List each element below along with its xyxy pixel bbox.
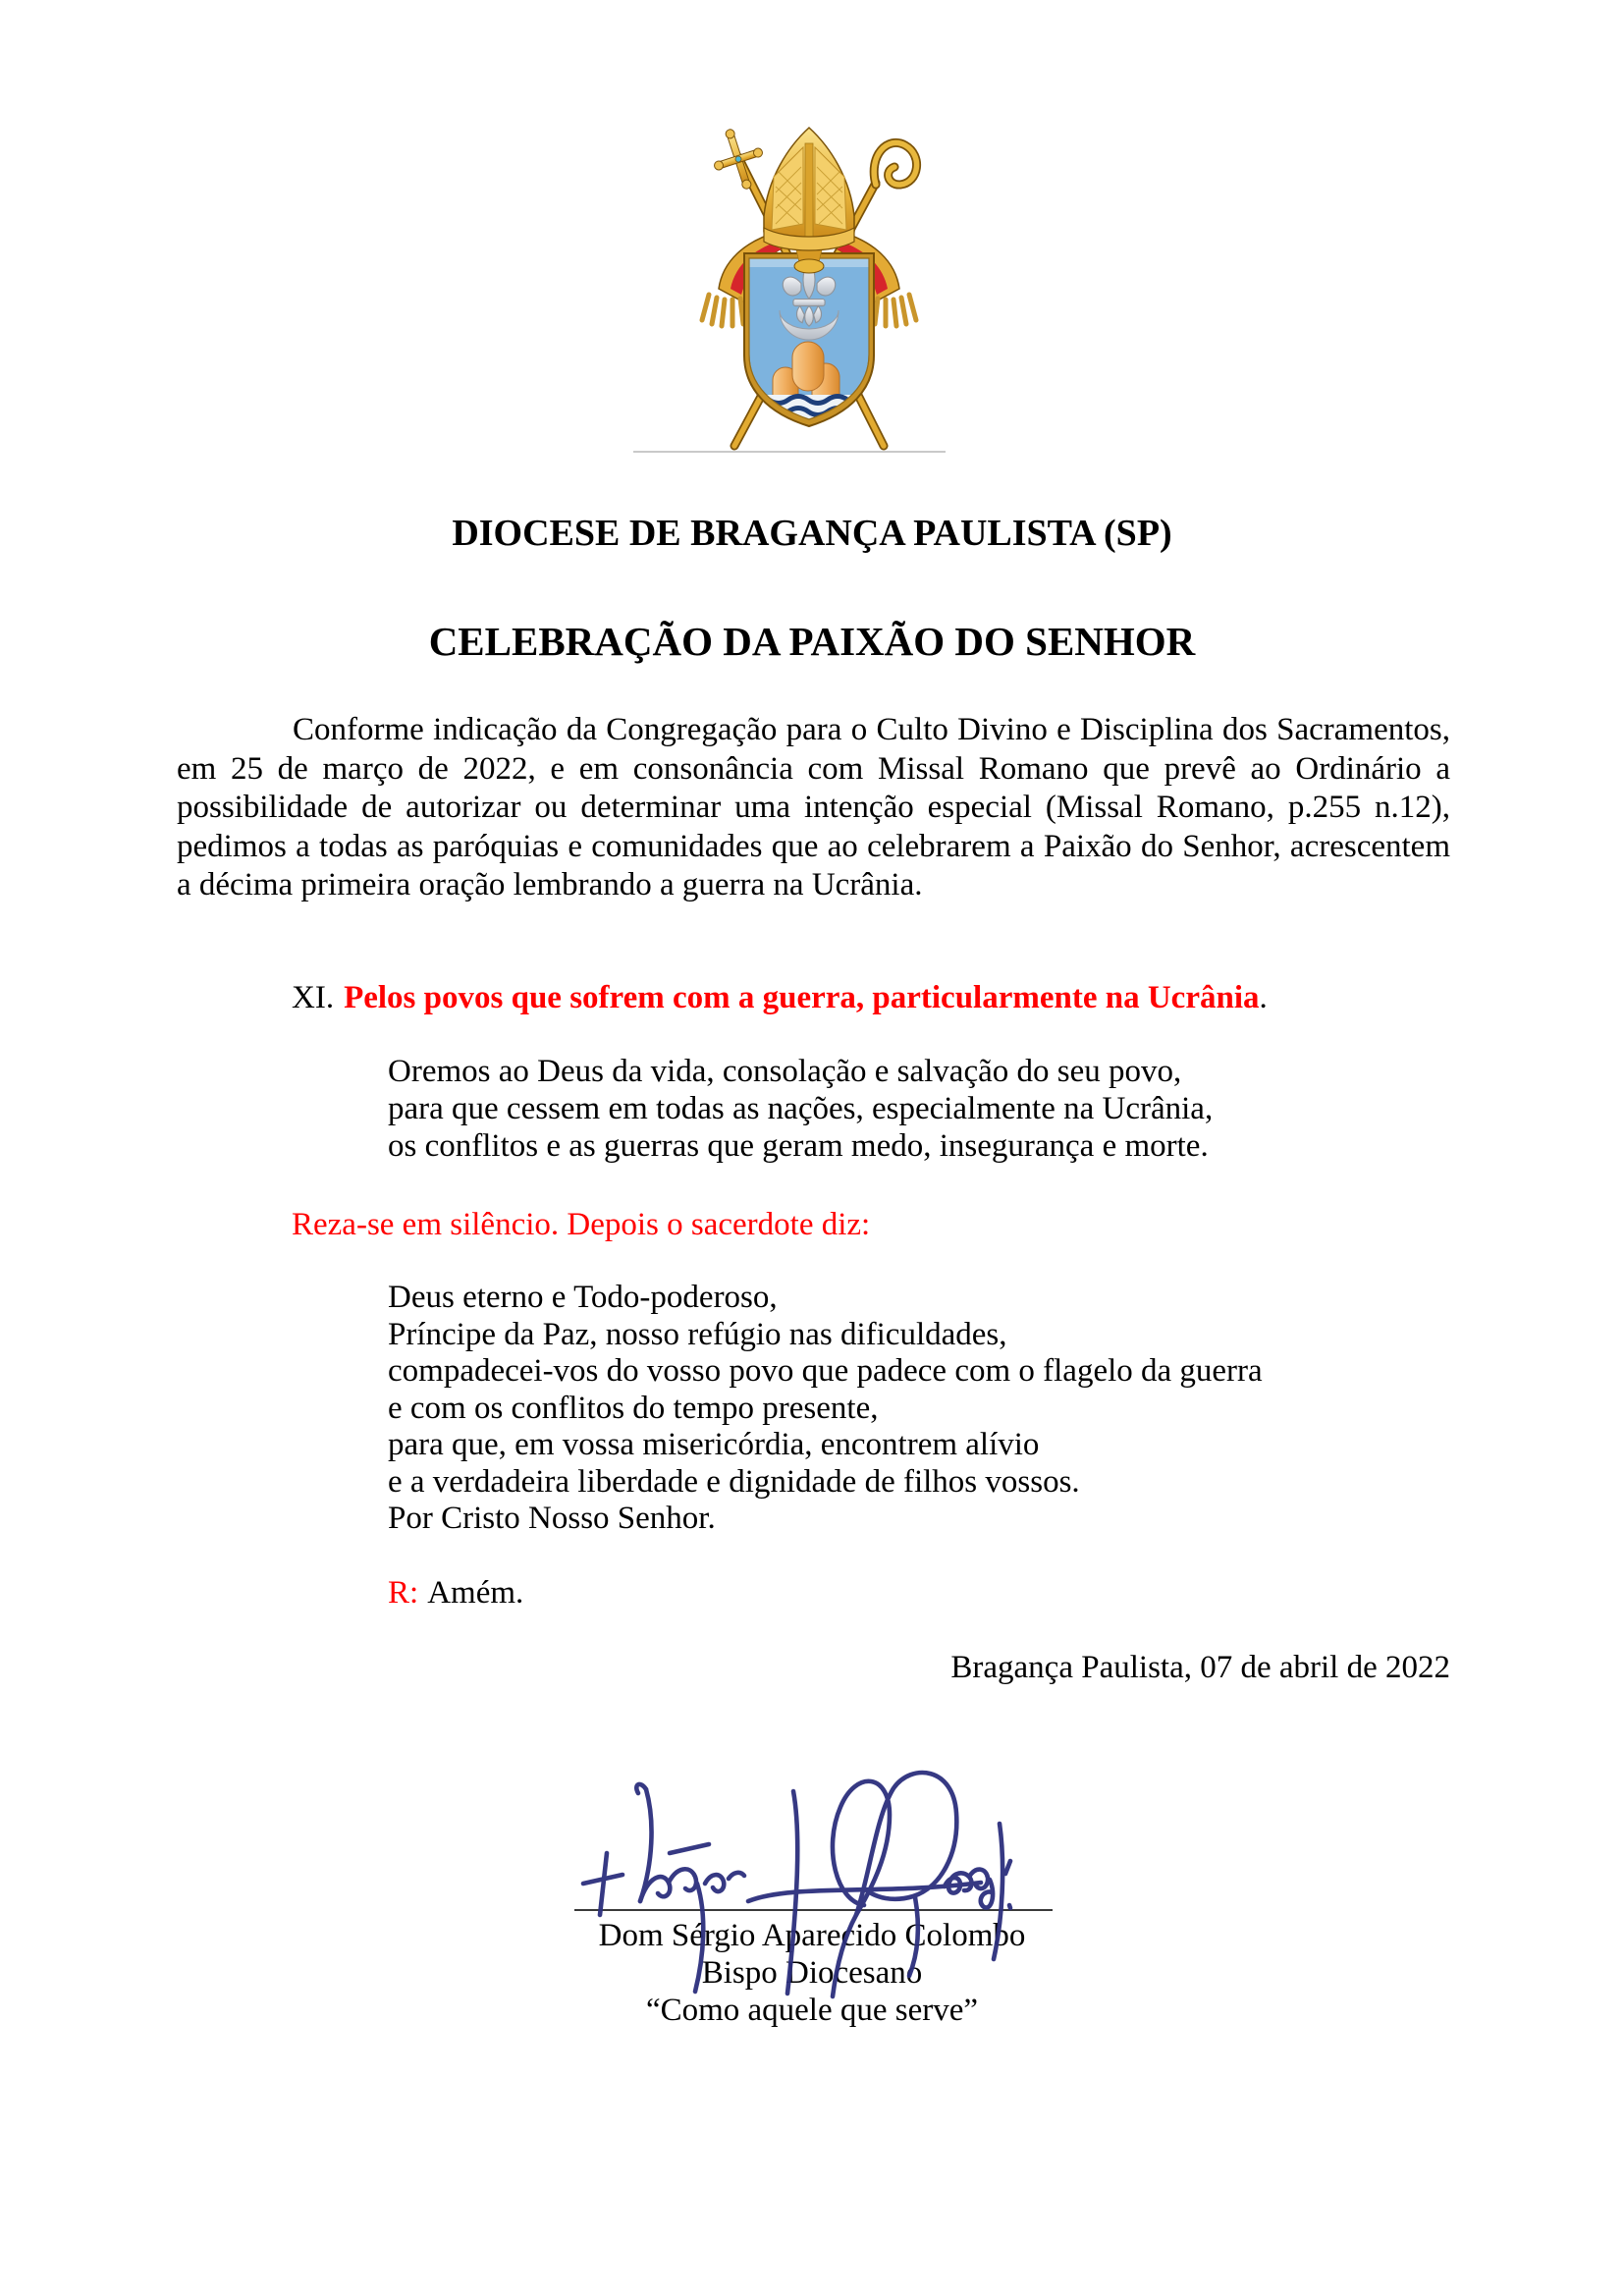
coat-of-arms bbox=[687, 122, 931, 452]
signer-motto: “Como aquele que serve” bbox=[645, 1993, 979, 2028]
crest-divider-line bbox=[633, 451, 946, 453]
prayer-line: Oremos ao Deus da vida, consolação e salvação do seu povo, bbox=[388, 1054, 1182, 1089]
prayer-invitation bbox=[388, 1053, 1213, 1165]
intro-paragraph: Conforme indicação da Congregação para o Culto Divino e Disciplina dos Sacramentos, em 25 de março de 2022, e em consonância com Missal Romano que prevê ao Ordinário a possibilidade de autorizar ou determinar uma intenção especial (Missal Romano, p.255 n.12), pedimos a todas as paróquias e comunidades que ao celebrarem a Paixão do Senhor, acrescentem a décima primeira oração lembrando a guerra na Ucrânia. bbox=[177, 712, 1450, 902]
prayer-line: Deus eterno e Todo-poderoso, bbox=[388, 1280, 778, 1315]
cross-icon bbox=[705, 122, 772, 196]
signer-name: Dom Sérgio Aparecido Colombo bbox=[598, 1918, 1026, 1953]
response-label: R: bbox=[388, 1575, 419, 1611]
crozier-icon bbox=[874, 142, 916, 185]
organization-title: DIOCESE DE BRAGANÇA PAULISTA (SP) bbox=[452, 513, 1172, 554]
response-line bbox=[388, 1575, 523, 1612]
prayer-line: Por Cristo Nosso Senhor. bbox=[388, 1501, 716, 1536]
signature-block bbox=[390, 1917, 1234, 2029]
prayer-line: e a verdadeira liberdade e dignidade de filhos vossos. bbox=[388, 1463, 1080, 1500]
signer-role: Bispo Diocesano bbox=[701, 1955, 923, 1991]
prayer-line: para que cessem em todas as nações, especialmente na Ucrânia, bbox=[388, 1091, 1214, 1126]
rubric-line: Reza-se em silêncio. Depois o sacerdote diz: bbox=[292, 1207, 871, 1242]
main-prayer bbox=[388, 1280, 1263, 1538]
prayer-line: e com os conflitos do tempo presente, bbox=[388, 1390, 879, 1426]
prayer-line: compadecei-vos do vosso povo que padece com o flagelo da guerra bbox=[388, 1353, 1263, 1389]
signature-line bbox=[574, 1909, 1053, 1911]
prayer-line: Príncipe da Paz, nosso refúgio nas dificuldades, bbox=[388, 1316, 1007, 1352]
document-title: CELEBRAÇÃO DA PAIXÃO DO SENHOR bbox=[428, 619, 1196, 664]
response-text: Amém. bbox=[427, 1575, 524, 1611]
intention-title: Pelos povos que sofrem com a guerra, particularmente na Ucrânia bbox=[344, 980, 1260, 1015]
dateline: Bragança Paulista, 07 de abril de 2022 bbox=[950, 1650, 1450, 1685]
intention-period: . bbox=[1259, 980, 1268, 1015]
intention-number: XI. bbox=[292, 980, 335, 1015]
intention-heading bbox=[292, 980, 1268, 1016]
prayer-line: para que, em vossa misericórdia, encontrem alívio bbox=[388, 1427, 1040, 1462]
shield bbox=[744, 253, 874, 426]
prayer-line: os conflitos e as guerras que geram medo, insegurança e morte. bbox=[388, 1128, 1209, 1164]
